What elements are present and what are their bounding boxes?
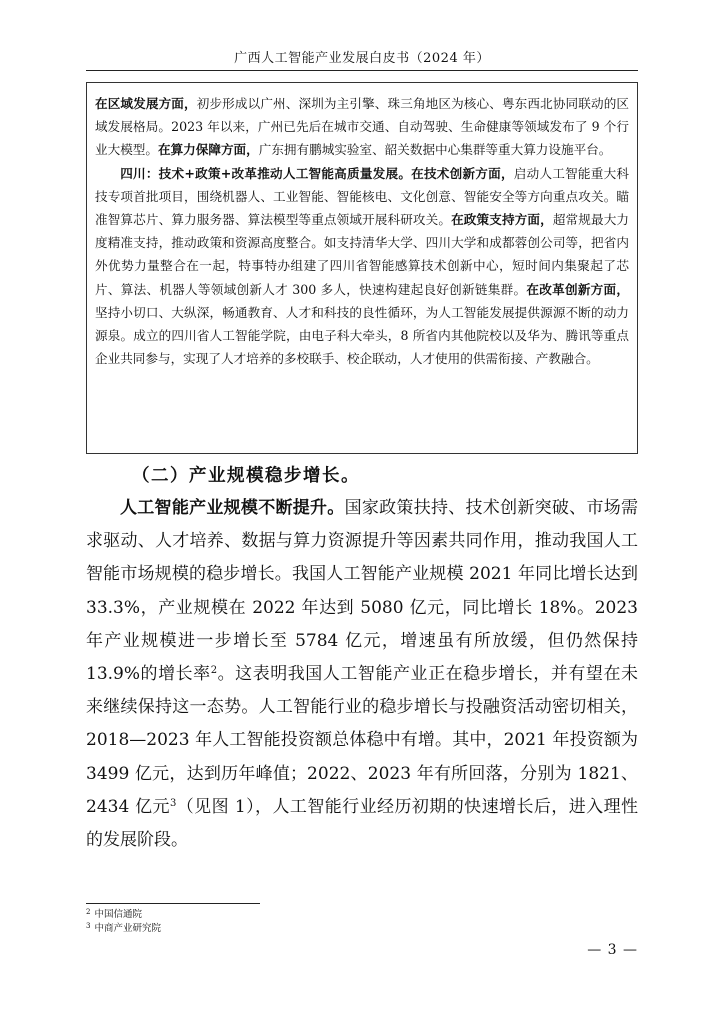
footnotes — [86, 908, 161, 936]
paragraph-text: 。这表明我国人工智能产业正在稳步增长，并有望在未来继续保持这一态势。人工智能行业的稳步增长与投融资活动密切相关，2018—2023 年人工智能投资额总体稳中有增。其中，2021 年投资额为 3499 亿元，达到历年峰值；2022、2023 年有所回落，分别为 1821、2434 亿元 — [86, 664, 638, 817]
regional-case-box — [86, 82, 638, 454]
body-paragraph — [86, 492, 638, 857]
bold-lead: 人工智能产业规模不断提升。 — [120, 498, 345, 518]
sichuan-paragraph — [95, 162, 629, 371]
footnote-number: 3 — [86, 922, 91, 930]
footnote-text: 中国信通院 — [94, 909, 142, 920]
bold-lead: 在政策支持方面， — [451, 212, 553, 228]
footnote-text: 中商产业研究院 — [94, 923, 161, 934]
bold-lead: 在区域发展方面， — [95, 96, 197, 111]
footnote — [86, 908, 161, 922]
footnote-rule — [86, 903, 260, 904]
paragraph-text: （见图 1），人工智能行业经历初期的快速增长后，进入理性的发展阶段。 — [86, 796, 639, 851]
guangdong-paragraph — [95, 92, 629, 162]
bold-lead: 在算力保障方面， — [157, 142, 259, 158]
footnote-number: 2 — [86, 908, 91, 916]
bold-lead: 在改革创新方面， — [526, 281, 629, 297]
header-rule — [86, 70, 638, 71]
bold-lead: 四川：技术+政策+改革推动人工智能高质量发展。在技术创新方面， — [120, 165, 514, 181]
footnote-ref[interactable]: 3 — [169, 797, 177, 809]
paragraph-text: 超常规最大力度精准支持，推动政策和资源高度整合。如支持清华大学、四川大学和成都蓉创公司等，把省内外优势力量整合在一起，特事特办组建了四川省智能感算技术创新中心，短时间内集聚起了芯片、算法、机器人等领域创新人才 300 多人，快速构建起良好创新链集群。 — [95, 212, 630, 297]
footnote-ref[interactable]: 2 — [210, 665, 218, 677]
paragraph-text: 广东拥有鹏城实验室、韶关数据中心集群等重大算力设施平台。 — [258, 142, 612, 158]
paragraph-text: 启动人工智能重大科技专项首批项目，围绕机器人、工业智能、智能核电、文化创意、智能安全等方向重点攻关。瞄准智算芯片、算力服务器、算法模型等重点领域开展科研攻关。 — [95, 165, 629, 228]
paragraph-text: 坚持小切口、大纵深，畅通教育、人才和科技的良性循环，为人工智能发展提供源源不断的动力源泉。成立的四川省人工智能学院，由电子科大牵头，8 所省内其他院校以及华为、腾讯等重点企业共同参与，实现了人才培养的多校联手、校企联动，人才使用的供需衔接、产教融合。 — [95, 304, 629, 367]
running-header: 广西人工智能产业发展白皮书（2024 年） — [234, 51, 490, 66]
section-heading: （二）产业规模稳步增长。 — [132, 466, 360, 486]
footnote — [86, 922, 161, 936]
paragraph-text: 国家政策扶持、技术创新突破、市场需求驱动、人才培养、数据与算力资源提升等因素共同作用，推动我国人工智能市场规模的稳步增长。我国人工智能产业规模 2021 年同比增长达到 33.3%，产业规模在 2022 年达到 5080 亿元，同比增长 18%。2023 年产业规模进一步增长至 5784 亿元，增速虽有所放缓，但仍然保持 13.9%的增长率 — [86, 498, 639, 685]
page-number: — 3 — — [587, 942, 638, 958]
paragraph-text: 初步形成以广州、深圳为主引擎、珠三角地区为核心、粤东西北协同联动的区域发展格局。2023 年以来，广州已先后在城市交通、自动驾驶、生命健康等领域发布了 9 个行业大模型。 — [95, 96, 630, 158]
